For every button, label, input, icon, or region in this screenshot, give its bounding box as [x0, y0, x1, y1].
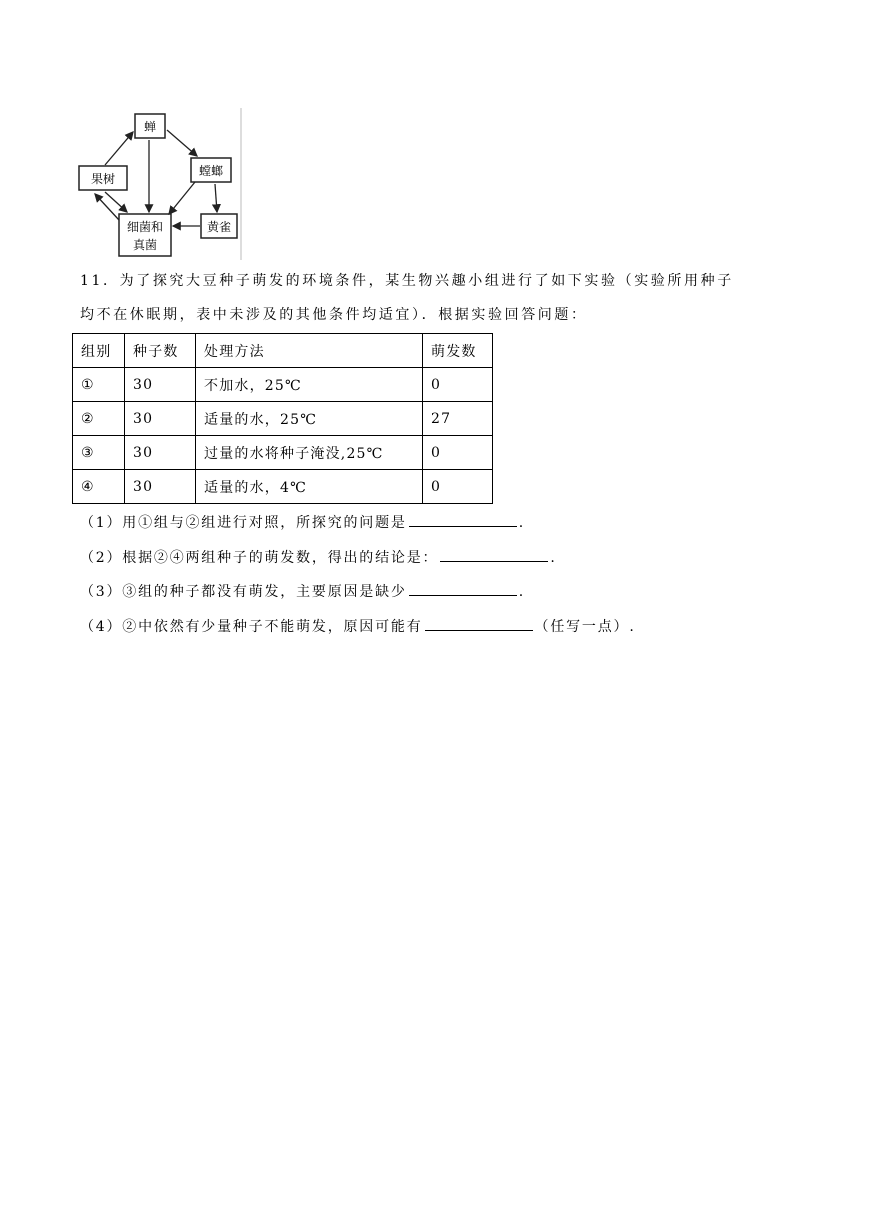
header-group: 组别 — [73, 334, 125, 368]
sub-question-4-text: （4）②中依然有少量种子不能萌发，原因可能有 — [80, 619, 423, 635]
sub-question-4-end: （任写一点）. — [534, 619, 636, 635]
cell-germinated: 27 — [423, 402, 493, 436]
table-row — [73, 470, 493, 504]
arrow-cicada-to-mantis — [167, 130, 197, 156]
sub-question-4 — [80, 616, 636, 637]
header-germinated: 萌发数 — [423, 334, 493, 368]
sub-question-2 — [80, 547, 557, 568]
arrow-decomposers-to-fruit-tree — [95, 194, 119, 220]
food-web-diagram — [75, 108, 243, 260]
cell-seed-count: 30 — [125, 436, 196, 470]
sub-question-3-text: （3）③组的种子都没有萌发，主要原因是缺少 — [80, 584, 407, 600]
node-label-cicada: 蝉 — [143, 120, 157, 134]
cell-group: ② — [73, 402, 125, 436]
cell-treatment: 适量的水，25℃ — [196, 402, 423, 436]
node-label-fruit-tree: 果树 — [90, 172, 116, 186]
arrow-fruit-tree-to-cicada — [105, 132, 133, 165]
sub-question-1 — [80, 512, 525, 533]
cell-group: ④ — [73, 470, 125, 504]
node-label-mantis: 螳螂 — [198, 164, 224, 178]
node-label-oriole: 黄雀 — [206, 220, 232, 234]
node-label-decomposers-2: 真菌 — [132, 238, 158, 252]
sub-question-1-end: . — [518, 515, 525, 531]
node-label-decomposers-1: 细菌和 — [126, 220, 164, 234]
sub-question-3 — [80, 581, 525, 602]
answer-blank-2[interactable] — [440, 547, 548, 562]
header-treatment: 处理方法 — [196, 334, 423, 368]
cell-treatment: 过量的水将种子淹没,25℃ — [196, 436, 423, 470]
cell-seed-count: 30 — [125, 402, 196, 436]
sub-question-2-text: （2）根据②④两组种子的萌发数，得出的结论是： — [80, 550, 439, 566]
answer-blank-4[interactable] — [425, 616, 533, 631]
cell-treatment: 不加水，25℃ — [196, 368, 423, 402]
arrow-mantis-to-decomposers — [169, 182, 195, 214]
sub-question-3-end: . — [518, 584, 525, 600]
header-seed-count: 种子数 — [125, 334, 196, 368]
table-row — [73, 368, 493, 402]
table-row — [73, 402, 493, 436]
cell-group: ① — [73, 368, 125, 402]
experiment-table — [72, 333, 493, 504]
cell-germinated: 0 — [423, 436, 493, 470]
cell-germinated: 0 — [423, 368, 493, 402]
table-row — [73, 436, 493, 470]
cell-seed-count: 30 — [125, 470, 196, 504]
answer-blank-1[interactable] — [409, 512, 517, 527]
question-line-1: 11．为了探究大豆种子萌发的环境条件，某生物兴趣小组进行了如下实验（实验所用种子 — [80, 273, 734, 289]
arrow-mantis-to-oriole — [215, 184, 217, 212]
sub-question-1-text: （1）用①组与②组进行对照，所探究的问题是 — [80, 515, 407, 531]
sub-question-2-end: . — [550, 550, 557, 566]
cell-seed-count: 30 — [125, 368, 196, 402]
cell-treatment: 适量的水，4℃ — [196, 470, 423, 504]
cell-germinated: 0 — [423, 470, 493, 504]
question-line-2: 均不在休眠期，表中未涉及的其他条件均适宜）．根据实验回答问题： — [80, 307, 588, 323]
answer-blank-3[interactable] — [409, 581, 517, 596]
table-header-row — [73, 334, 493, 368]
cell-group: ③ — [73, 436, 125, 470]
